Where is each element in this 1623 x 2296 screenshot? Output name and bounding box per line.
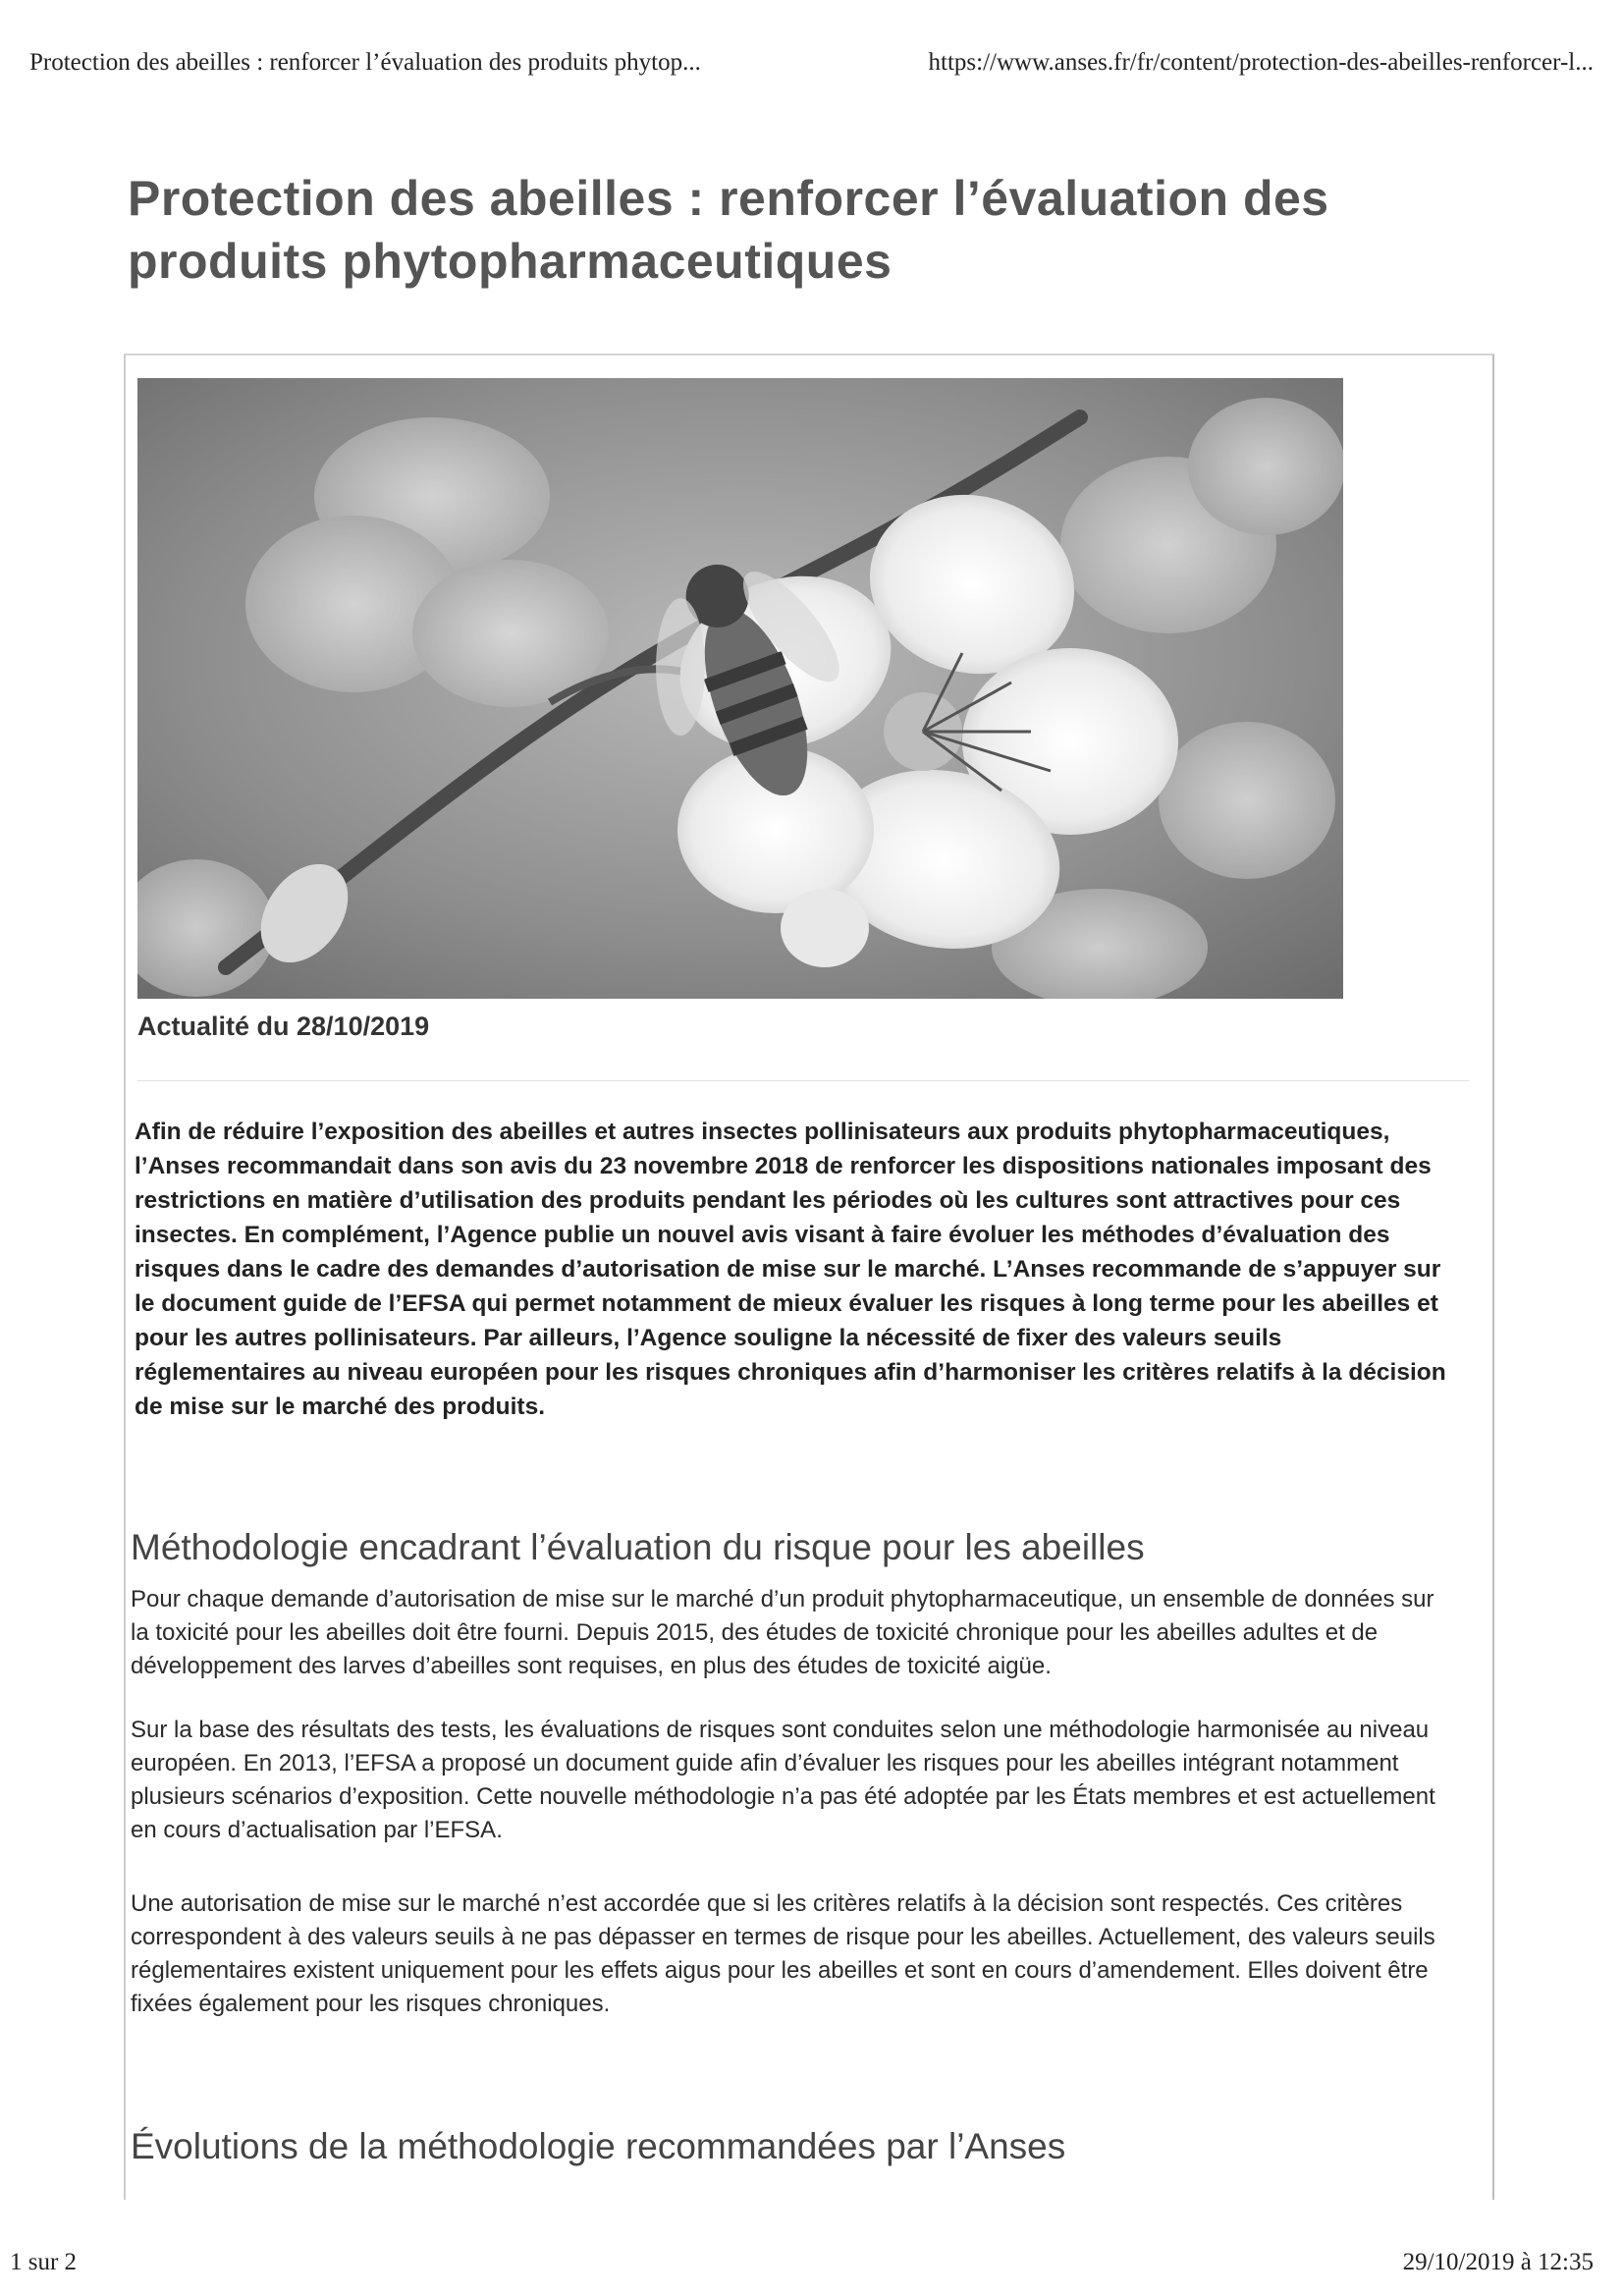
print-footer: [10, 2249, 1594, 2278]
page-number: 1 sur 2: [10, 2249, 78, 2275]
divider: [137, 1080, 1469, 1081]
bee-blossom-illustration: [137, 378, 1343, 999]
print-header-url: https://www.anses.fr/fr/content/protection-des-abeilles-renforcer-l...: [928, 49, 1594, 76]
hero-image-bee-on-blossom: [137, 378, 1343, 999]
lead-paragraph: Afin de réduire l’exposition des abeilles et autres insectes pollinisateurs aux produits phytopharmaceutiques, l’Anses recommandait dans son avis du 23 novembre 2018 de renforcer les dispositions nationales imposant des restrictions en matière d’utilisation des produits pendant les périodes où les cultures sont attractives pour ces insectes. En complément, l’Agence publie un nouvel avis visant à faire évoluer les méthodes d’évaluation des risques dans le cadre des demandes d’autorisation de mise sur le marché. L’Anses recommande de s’appuyer sur le document guide de l’EFSA qui permet notamment de mieux évaluer les risques à long terme pour les abeilles et pour les autres pollinisateurs. Par ailleurs, l’Agence souligne la nécessité de fixer des valeurs seuils réglementaires au niveau européen pour les risques chroniques afin d’harmoniser les critères relatifs à la décision de mise sur le marché des produits.: [135, 1119, 1446, 1420]
print-datetime: 29/10/2019 à 12:35: [1402, 2249, 1594, 2275]
print-header: [29, 49, 1594, 88]
section-heading-methodologie: Méthodologie encadrant l’évaluation du risque pour les abeilles: [131, 1527, 1145, 1567]
section-heading-evolutions: Évolutions de la méthodologie recommandées par l’Anses: [131, 2126, 1066, 2166]
news-date: Actualité du 28/10/2019: [137, 1011, 430, 1041]
body-paragraph: Une autorisation de mise sur le marché n’est accordée que si les critères relatifs à la décision sont respectés. Ces critères correspondent à des valeurs seuils à ne pas dépasser en termes de risque pour les abeilles. Actuellement, des valeurs seuils réglementaires existent uniquement pour les effets aigus pour les abeilles et sont en cours d’amendement. Elles doivent être fixées également pour les risques chroniques.: [131, 1890, 1435, 2017]
body-paragraph: Pour chaque demande d’autorisation de mise sur le marché d’un produit phytopharmaceutique, un ensemble de données sur la toxicité pour les abeilles doit être fourni. Depuis 2015, des études de toxicité chronique pour les abeilles adultes et de développement des larves d’abeilles sont requises, en plus des études de toxicité aigüe.: [131, 1586, 1434, 1679]
body-paragraph: Sur la base des résultats des tests, les évaluations de risques sont conduites selon une méthodologie harmonisée au niveau européen. En 2013, l’EFSA a proposé un document guide afin d’évaluer les risques pour les abeilles intégrant notamment plusieurs scénarios d’exposition. Cette nouvelle méthodologie n’a pas été adoptée par les États membres et est actuellement en cours d’actualisation par l’EFSA.: [131, 1717, 1435, 1843]
print-header-title: Protection des abeilles : renforcer l’évaluation des produits phytop...: [29, 49, 701, 76]
page-title: Protection des abeilles : renforcer l’évaluation des produits phytopharmaceutiques: [128, 171, 1329, 289]
